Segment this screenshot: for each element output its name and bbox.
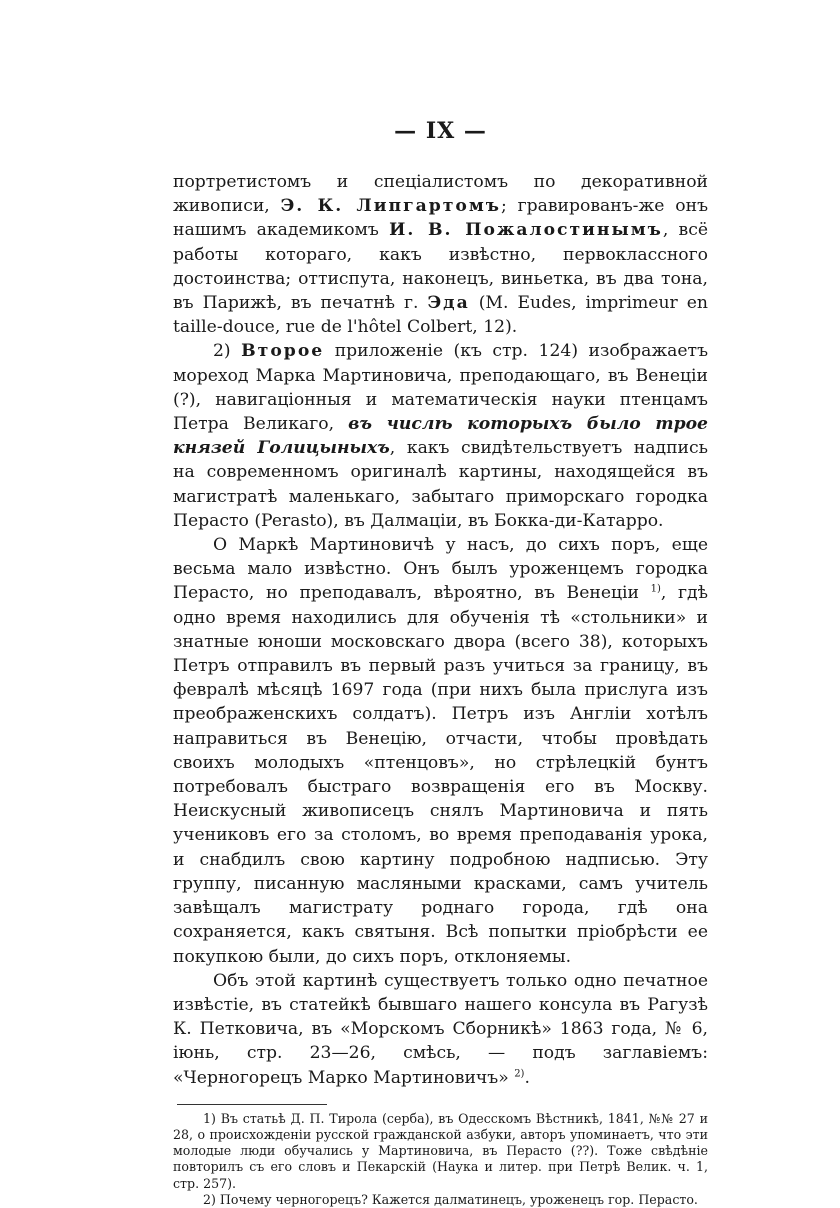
name-lipgart: Э. К. Липгартомъ (280, 196, 501, 217)
word-vtoroe: Второе (241, 341, 325, 362)
italic-golitsyn: въ числѣ которыхъ было трое князей Голицыныхъ (173, 414, 708, 459)
name-pozhalostin: И. В. Пожалостинымъ (389, 220, 663, 241)
footnote-ref-1: 1) (650, 583, 661, 595)
page-content (173, 118, 708, 1208)
footnote-1: 1) Въ статьѣ Д. П. Тирола (серба), въ Одесскомъ Вѣстникѣ, 1841, №№ 27 и 28, о происхожденіи русской гражданской азбуки, авторъ упоминаетъ, что эти молодые люди обучались у Мартиновича, въ Перасто (??). Тоже свѣдѣніе повторилъ съ его словъ и Пекарскій (Наука и литер. при Петрѣ Велик. ч. 1, стр. 257). (173, 1110, 708, 1191)
paragraph-2: 2) Второе приложеніе (къ стр. 124) изображаетъ мореход Марка Мартиновича, преподающаго, въ Венеціи (?), навигаціонныя и математическія науки птенцамъ Петра Великаго, въ числѣ которыхъ было трое князей Голицыныхъ, какъ свидѣтельствуетъ надпись на современномъ оригиналѣ картины, находящейся въ магистратѣ маленькаго, забытаго приморскаго городка Перасто (Perasto), въ Далмаціи, въ Бокка-ди-Катарро. (173, 341, 708, 531)
footnote-2: 2) Почему черногорецъ? Кажется далматинецъ, уроженецъ гор. Перасто. (203, 1191, 698, 1207)
footnote-ref-2: 2) (514, 1067, 525, 1079)
footnote-divider (177, 1104, 327, 1105)
paragraph-4: Объ этой картинѣ существуетъ только одно печатное извѣстіе, въ статейкѣ бывшаго нашего консула въ Рагузѣ К. Петковича, въ «Морскомъ Сборникѣ» 1863 года, № 6, іюнь, стр. 23—26, смѣсь, — подъ заглавіемъ: «Черногорецъ Марко Мартиновичъ» $^{2)}$. (173, 970, 708, 1088)
footnotes (173, 1111, 708, 1208)
main-text (173, 170, 708, 1090)
page-number: — IX — (394, 118, 487, 144)
paragraph-3: О Маркѣ Мартиновичѣ у насъ, до сихъ поръ, еще весьма мало извѣстно. Онъ былъ уроженцемъ городка Перасто, но преподавалъ, вѣроятно, въ Венеціи $^{1)}$, гдѣ одно время находились для обученія тѣ «стольники» и знатные юноши московскаго двора (всего 38), которыхъ Петръ отправилъ въ первый разъ учиться за границу, въ февралѣ мѣсяцѣ 1697 года (при нихъ была прислуга изъ преображенскихъ солдатъ). Петръ изъ Англіи хотѣлъ направиться въ Венецію, отчасти, чтобы провѣдать своихъ молодыхъ «птенцовъ», но стрѣлецкій бунтъ потребовалъ быстраго возвращенія его въ Москву. Неискусный живописецъ снялъ Мартиновича и пять учениковъ его за столомъ, во время преподаванія урока, и снабдилъ свою картину подробною надписью. Эту группу, писанную масляными красками, самъ учитель завѣщалъ магистрату роднаго города, гдѣ она сохраняется, какъ святыня. Всѣ попытки пріобрѣсти ее покупкою были, до сихъ поръ, отклоняемы. (173, 535, 708, 967)
name-eda: Эда (427, 293, 470, 314)
paragraph-1: портретистомъ и спеціалистомъ по декоративной живописи, Э. К. Липгартомъ; гравированъ-же онъ нашимъ академикомъ И. В. Пожалостинымъ, всё работы котораго, какъ извѣстно, первоклассного достоинства; оттиспута, наконецъ, виньетка, въ два тона, въ Парижѣ, въ печатнѣ г. Эда (M. Eudes, imprimeur en taille-douce, rue de l'hôtel Colbert, 12). (173, 172, 708, 338)
